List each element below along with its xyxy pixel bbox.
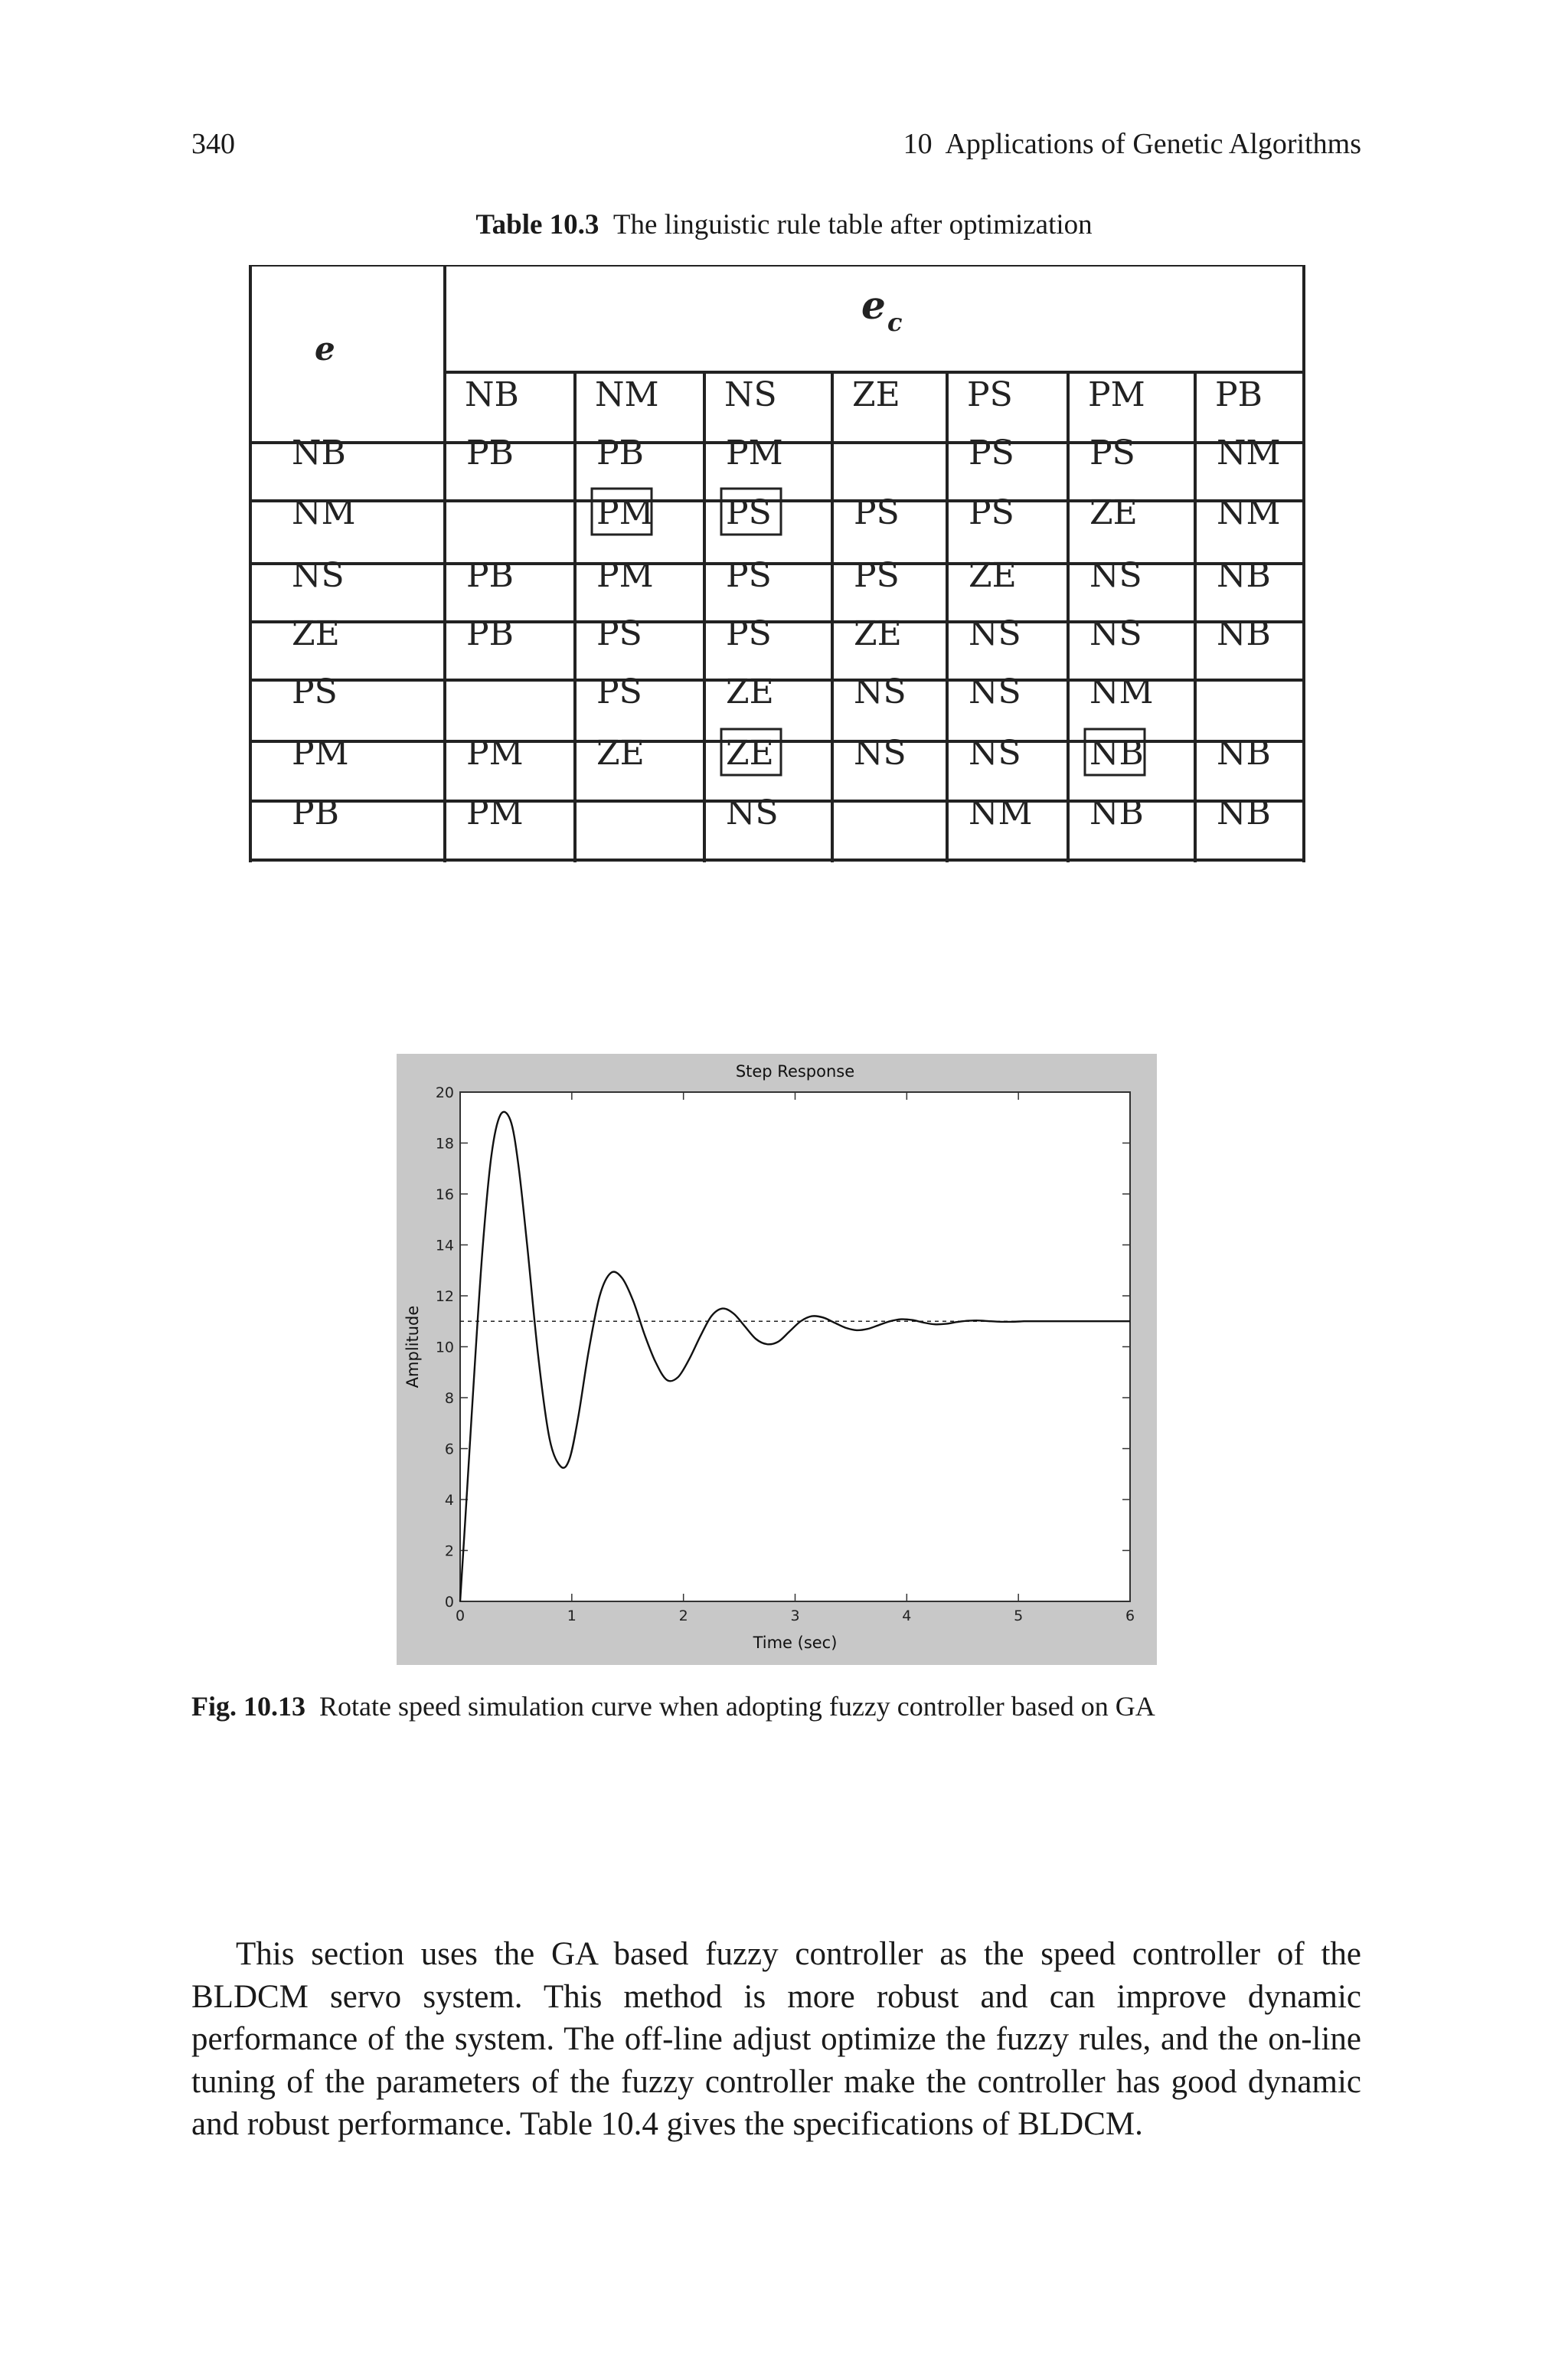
- body-paragraph: This section uses the GA based fuzzy controller as the speed controller of the BLDCM servo system. This method is more robust and can improve dynamic performance of the system. The off-line adjust optimize the fuzzy rules, and the on-line tuning of the parameters of the fuzzy controller make the controller has good dynamic and robust performance. Table 10.4 gives the specifications of BLDCM.: [191, 1936, 1361, 2142]
- figure-caption: [191, 1689, 1155, 1723]
- table-cell: NM: [1089, 672, 1154, 711]
- table-column-header: NS: [724, 375, 777, 414]
- y-tick-label: 6: [444, 1441, 454, 1458]
- table-column-header: PS: [967, 375, 1013, 414]
- table-caption-label: Table 10.3: [475, 209, 599, 240]
- x-tick-label: 4: [902, 1608, 912, 1624]
- table-cell: ZE: [969, 556, 1017, 595]
- table-cell: PS: [854, 556, 900, 595]
- y-tick-label: 16: [435, 1186, 454, 1203]
- y-tick-label: 4: [444, 1492, 454, 1509]
- table-cell: NS: [969, 734, 1021, 773]
- chart-title: Step Response: [735, 1062, 855, 1081]
- table-row-header: NS: [292, 556, 345, 595]
- y-tick-label: 10: [435, 1339, 454, 1356]
- table-cell: PS: [854, 493, 900, 532]
- table-cell: NS: [969, 614, 1021, 653]
- table-cell: NB: [1217, 614, 1271, 653]
- table-column-header: PM: [1088, 375, 1145, 414]
- table-cell: NB: [1089, 793, 1144, 832]
- table-row-header: PB: [292, 793, 339, 832]
- table-cell: NM: [1217, 493, 1281, 532]
- table-corner-label: e: [315, 330, 335, 368]
- table-cell: PB: [466, 556, 514, 595]
- table-column-header: NB: [465, 375, 519, 414]
- table-cell: NS: [1089, 556, 1142, 595]
- y-tick-label: 2: [444, 1542, 454, 1560]
- y-tick-label: 20: [435, 1084, 454, 1101]
- table-cell: PM: [596, 556, 654, 595]
- x-tick-label: 0: [455, 1608, 466, 1624]
- table-cell: PM: [726, 433, 783, 473]
- table-column-group-subscript: c: [887, 308, 903, 337]
- table-cell: NB: [1217, 793, 1271, 832]
- x-tick-label: 6: [1125, 1608, 1135, 1624]
- rule-table: [249, 265, 1305, 862]
- figure-panel: [397, 1054, 1157, 1665]
- table-caption-text: The linguistic rule table after optimization: [612, 209, 1093, 240]
- table-cell: PS: [969, 433, 1014, 473]
- table-cell: PS: [726, 493, 772, 532]
- table-cell: PS: [596, 614, 642, 653]
- table-cell: PB: [466, 433, 514, 473]
- table-cell: ZE: [1089, 493, 1138, 532]
- y-tick-label: 0: [444, 1594, 454, 1611]
- table-cell: PS: [726, 614, 772, 653]
- table-row-header: PS: [292, 672, 338, 711]
- table-cell: NB: [1089, 734, 1144, 773]
- table-row-header: ZE: [292, 614, 340, 653]
- table-column-header: NM: [595, 375, 659, 414]
- table-column-group-label: e: [861, 283, 886, 328]
- x-tick-label: 1: [567, 1608, 577, 1624]
- table-cell: NB: [1217, 556, 1271, 595]
- table-row-header: PM: [292, 734, 349, 773]
- table-caption: [0, 208, 1568, 242]
- table-cell: ZE: [726, 672, 774, 711]
- table-cell: NS: [1089, 614, 1142, 653]
- table-cell: NS: [726, 793, 779, 832]
- table-column-header: PB: [1215, 375, 1263, 414]
- x-tick-label: 3: [790, 1608, 800, 1624]
- y-tick-label: 14: [435, 1237, 454, 1254]
- table-row-header: NM: [292, 493, 356, 532]
- table-cell: ZE: [854, 614, 902, 653]
- step-response-chart: [397, 1054, 1157, 1665]
- table-cell: PB: [596, 433, 644, 473]
- table-cell: PM: [466, 793, 524, 832]
- x-tick-label: 5: [1014, 1608, 1024, 1624]
- page-number: 340: [191, 128, 235, 160]
- table-cell: NS: [854, 672, 906, 711]
- table-cell: PB: [466, 614, 514, 653]
- figure-caption-label: Fig. 10.13: [191, 1691, 305, 1722]
- figure-caption-text: Rotate speed simulation curve when adopting fuzzy controller based on GA: [319, 1691, 1155, 1722]
- running-header: 10 Applications of Genetic Algorithms: [903, 128, 1361, 160]
- table-cell: NM: [969, 793, 1033, 832]
- table-cell: NM: [1217, 433, 1281, 473]
- table-cell: PS: [1089, 433, 1135, 473]
- x-tick-label: 2: [678, 1608, 688, 1624]
- table-cell: ZE: [726, 734, 774, 773]
- table-cell: PM: [596, 493, 654, 532]
- y-tick-label: 18: [435, 1135, 454, 1153]
- table-row-header: NB: [292, 433, 346, 473]
- table-cell: NB: [1217, 734, 1271, 773]
- y-tick-label: 12: [435, 1288, 454, 1305]
- table-cell: ZE: [596, 734, 645, 773]
- table-cell: PM: [466, 734, 524, 773]
- x-axis-label: Time (sec): [753, 1634, 838, 1652]
- y-axis-label: Amplitude: [403, 1305, 422, 1388]
- table-cell: NS: [969, 672, 1021, 711]
- table-cell: NS: [854, 734, 906, 773]
- table-cell: PS: [969, 493, 1014, 532]
- table-column-header: ZE: [852, 375, 900, 414]
- table-cell: PS: [596, 672, 642, 711]
- table-cell: PS: [726, 556, 772, 595]
- plot-area: [460, 1092, 1130, 1601]
- y-tick-label: 8: [444, 1390, 454, 1407]
